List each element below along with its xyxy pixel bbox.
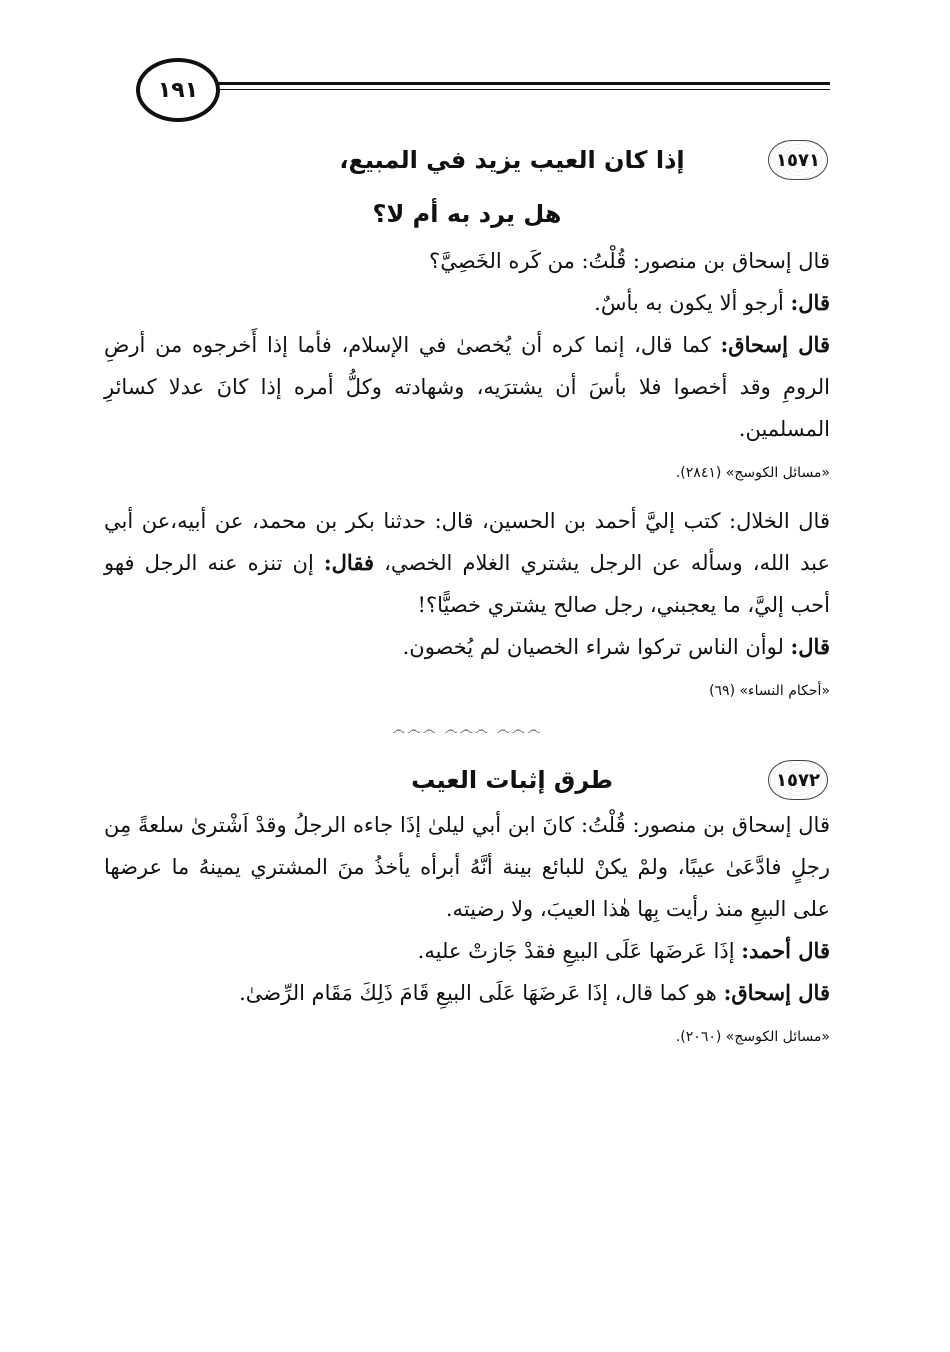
paragraph — [104, 324, 830, 450]
paragraph — [104, 282, 830, 324]
header-rule-thin — [208, 89, 830, 90]
entry-number-badge: ١٥٧١ — [768, 140, 828, 180]
speaker-label: قال إسحاق: — [723, 980, 830, 1005]
page-header — [108, 58, 830, 118]
speaker-label: قال: — [790, 634, 830, 659]
speaker-label: فقال: — [323, 550, 374, 575]
entry-subtitle: هل يرد به أم لا؟ — [372, 200, 562, 228]
source-citation: «أحكام النساء» (٦٩) — [709, 683, 830, 699]
entry-title: طرق إثبات العيب — [411, 766, 613, 794]
paragraph-text: أرجو ألا يكون به بأسٌ. — [594, 291, 791, 315]
paragraph-text: لوأن الناس تركوا شراء الخصيان لم يُخصون. — [402, 635, 791, 659]
speaker-label: قال: — [790, 290, 830, 315]
source-citation: «مسائل الكوسج» (٢٠٦٠). — [675, 1029, 830, 1045]
paragraph-text: قال الخلال: كتب إليَّ أحمد بن الحسين، قال: حدثنا بكر بن محمد، عن أبيه،عن أبي عبد الله، وسأله عن الرجل يشتري الغلام الخصي، — [104, 509, 830, 575]
page-number: ١٩١ — [136, 58, 220, 122]
speaker-label: قال أحمد: — [741, 938, 830, 963]
paragraph-text: إذَا عَرضَها عَلَى البيعِ فقدْ جَازتْ عليه. — [417, 939, 742, 963]
header-rule — [208, 82, 830, 85]
page-content — [104, 140, 830, 1064]
entry-1572 — [104, 760, 830, 1050]
speaker-label: قال إسحاق: — [720, 332, 830, 357]
source-citation: «مسائل الكوسج» (٢٨٤١). — [675, 465, 830, 481]
entry-heading — [104, 140, 830, 184]
entry-1571 — [104, 140, 830, 704]
paragraph: قال إسحاق بن منصور: قُلْتُ: من كَره الخَصِيَّ؟ — [429, 249, 830, 273]
paragraph-text: إن تنزه عنه الرجل فهو أحب إليَّ، ما يعجبني، رجل صالح يشتري خصيًّا؟! — [104, 551, 830, 617]
paragraph-text: هو كما قال، إذَا عَرضَهَا عَلَى البيعِ قَامَ ذَلِكَ مَقَام الرِّضىٰ. — [239, 981, 724, 1005]
entry-title: إذا كان العيب يزيد في المبيع، — [339, 146, 685, 174]
entry-heading — [104, 760, 830, 804]
paragraph-text: كما قال، إنما كره أن يُخصىٰ في الإسلام، فأما إذا أَخرجوه من أرضِ الرومِ وقد أخصوا فلا بأسَ أن يشترَيه، وشهادته وكلُّ أمره إذا كانَ عدلا كسائرِ المسلمين. — [104, 333, 830, 441]
paragraph — [104, 972, 830, 1014]
paragraph — [104, 626, 830, 668]
paragraph — [104, 930, 830, 972]
paragraph: قال إسحاق بن منصور: قُلْتُ: كانَ ابن أبي ليلىٰ إذَا جاءه الرجلُ وقدْ اَشْترىٰ سلعةً مِن رجلٍ فادَّعَىٰ عيبًا، ولمْ يكنْ للبائع بينة أنَّهُ أبرأه يأخذُ منَ المشتري يمينهُ ما عرضها على البيعِ منذ رأيت بِها هٰذا العيبَ، ولا رضيته. — [104, 813, 830, 921]
section-divider-ornament: ෴෴෴ ෴෴෴ ෴෴෴ — [391, 722, 543, 738]
entry-number-badge: ١٥٧٢ — [768, 760, 828, 800]
paragraph — [104, 500, 830, 626]
